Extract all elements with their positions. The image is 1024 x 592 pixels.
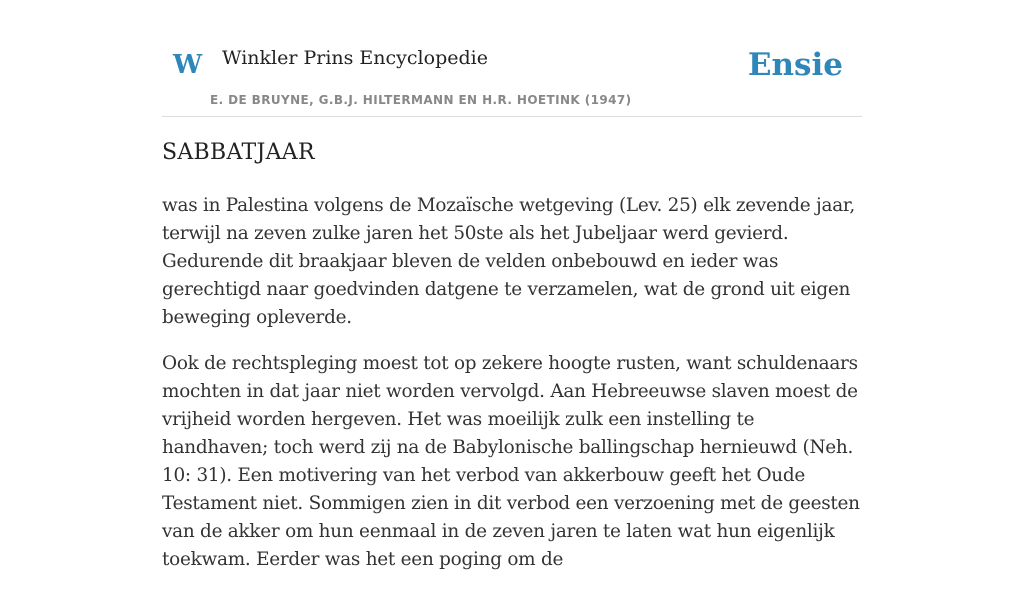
book-authors: E. DE BRUYNE, G.B.J. HILTERMANN EN H.R. HOETINK (1947)	[210, 93, 632, 107]
site-header	[162, 0, 862, 117]
entry-body	[162, 192, 862, 592]
book-title[interactable]: Winkler Prins Encyclopedie	[222, 47, 488, 69]
entry-title: SABBATJAAR	[162, 140, 315, 165]
winkler-prins-logo-icon[interactable]: W	[173, 50, 203, 80]
page	[162, 0, 862, 570]
entry-paragraph: was in Palestina volgens de Mozaïsche wetgeving (Lev. 25) elk zevende jaar, terwijl na zeven zulke jaren het 50ste als het Jubeljaar werd gevierd. Gedurende dit braakjaar bleven de velden onbebouwd en ieder was gerechtigd naar goedvinden datgene te verzamelen, wat de grond uit eigen beweging opleverde.	[162, 195, 856, 328]
ensie-brand-link[interactable]: Ensie	[747, 47, 843, 83]
entry-paragraph: Ook de rechtspleging moest tot op zekere hoogte rusten, want schuldenaars mochten in dat jaar niet worden vervolgd. Aan Hebreeuwse slaven moest de vrijheid worden hergeven. Het was moeilijk zulk een instelling te handhaven; toch werd zij na de Babylonische ballingschap hernieuwd (Neh. 10: 31). Een motivering van het verbod van akkerbouw geeft het Oude Testament niet. Sommigen zien in dit verbod een verzoening met de geesten van de akker om hun eenmaal in de zeven jaren te laten wat hun eigenlijk toekwam. Eerder was het een poging om de	[162, 353, 860, 570]
